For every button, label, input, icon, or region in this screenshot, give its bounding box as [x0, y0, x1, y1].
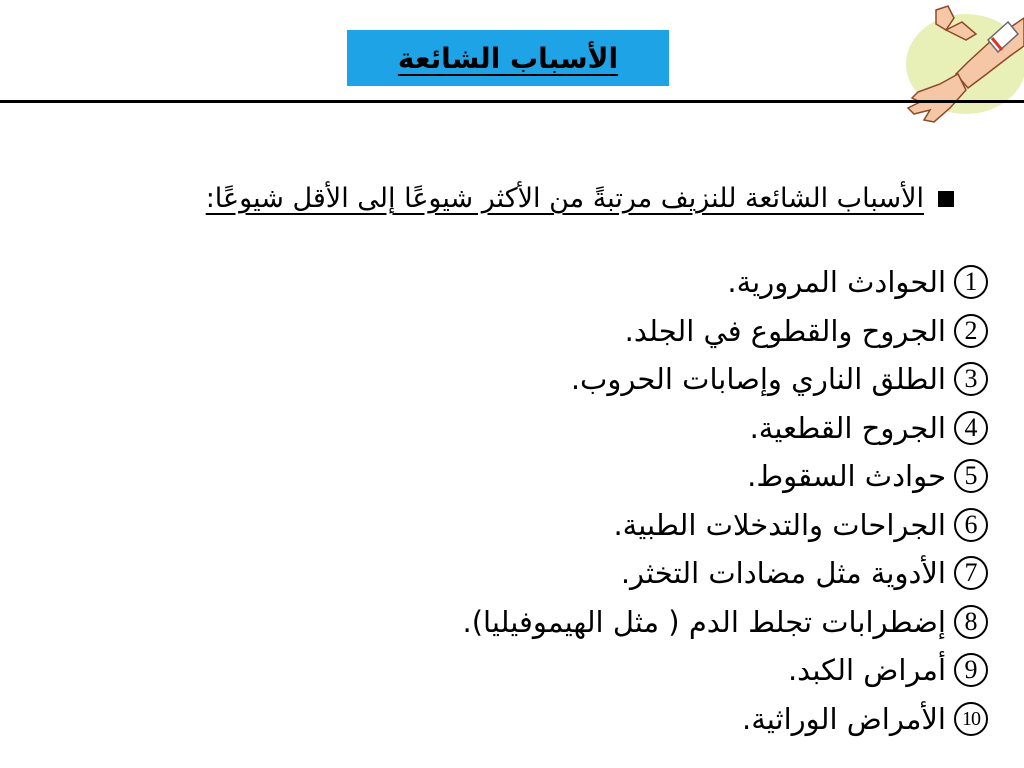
list-item-text: الأدوية مثل مضادات التخثر. [620, 556, 946, 591]
list-item-text: إضطرابات تجلط الدم ( مثل الهيموفيليا). [462, 604, 946, 639]
list-item-text: الجروح القطعية. [749, 410, 946, 445]
number-circle: 3 [954, 362, 988, 396]
list-item-text: الطلق الناري وإصابات الحروب. [570, 362, 946, 397]
number-circle: 8 [954, 605, 988, 639]
bandaged-wrist-icon [896, 0, 1024, 128]
list-item [463, 452, 988, 501]
number-circle: 4 [954, 411, 988, 445]
causes-list [463, 258, 988, 743]
number-circle: 9 [954, 653, 988, 687]
intro-line [206, 183, 954, 214]
list-item-text: الجراحات والتدخلات الطبية. [613, 507, 946, 542]
list-item-text: حوادث السقوط. [747, 459, 946, 494]
list-item-text: الجروح والقطوع في الجلد. [624, 313, 946, 348]
number-circle: 1 [954, 265, 988, 299]
number-circle: 6 [954, 508, 988, 542]
list-item [463, 598, 988, 647]
square-bullet-icon [938, 191, 954, 207]
list-item-text: أمراض الكبد. [787, 653, 946, 688]
list-item [463, 646, 988, 695]
page-title: الأسباب الشائعة [397, 41, 619, 75]
list-item-text: الأمراض الوراثية. [742, 701, 946, 736]
number-circle: 5 [954, 459, 988, 493]
list-item-text: الحوادث المرورية. [727, 265, 946, 300]
number-circle: 7 [954, 556, 988, 590]
header-divider [0, 100, 1024, 103]
list-item [463, 355, 988, 404]
list-item [463, 307, 988, 356]
number-circle: 10 [954, 702, 988, 736]
list-item [463, 501, 988, 550]
title-banner [347, 30, 669, 86]
list-item [463, 695, 988, 744]
intro-text: الأسباب الشائعة للنزيف مرتبةً من الأكثر شيوعًا إلى الأقل شيوعًا: [205, 183, 924, 214]
list-item [463, 549, 988, 598]
list-item [463, 404, 988, 453]
number-circle: 2 [954, 314, 988, 348]
list-item [463, 258, 988, 307]
